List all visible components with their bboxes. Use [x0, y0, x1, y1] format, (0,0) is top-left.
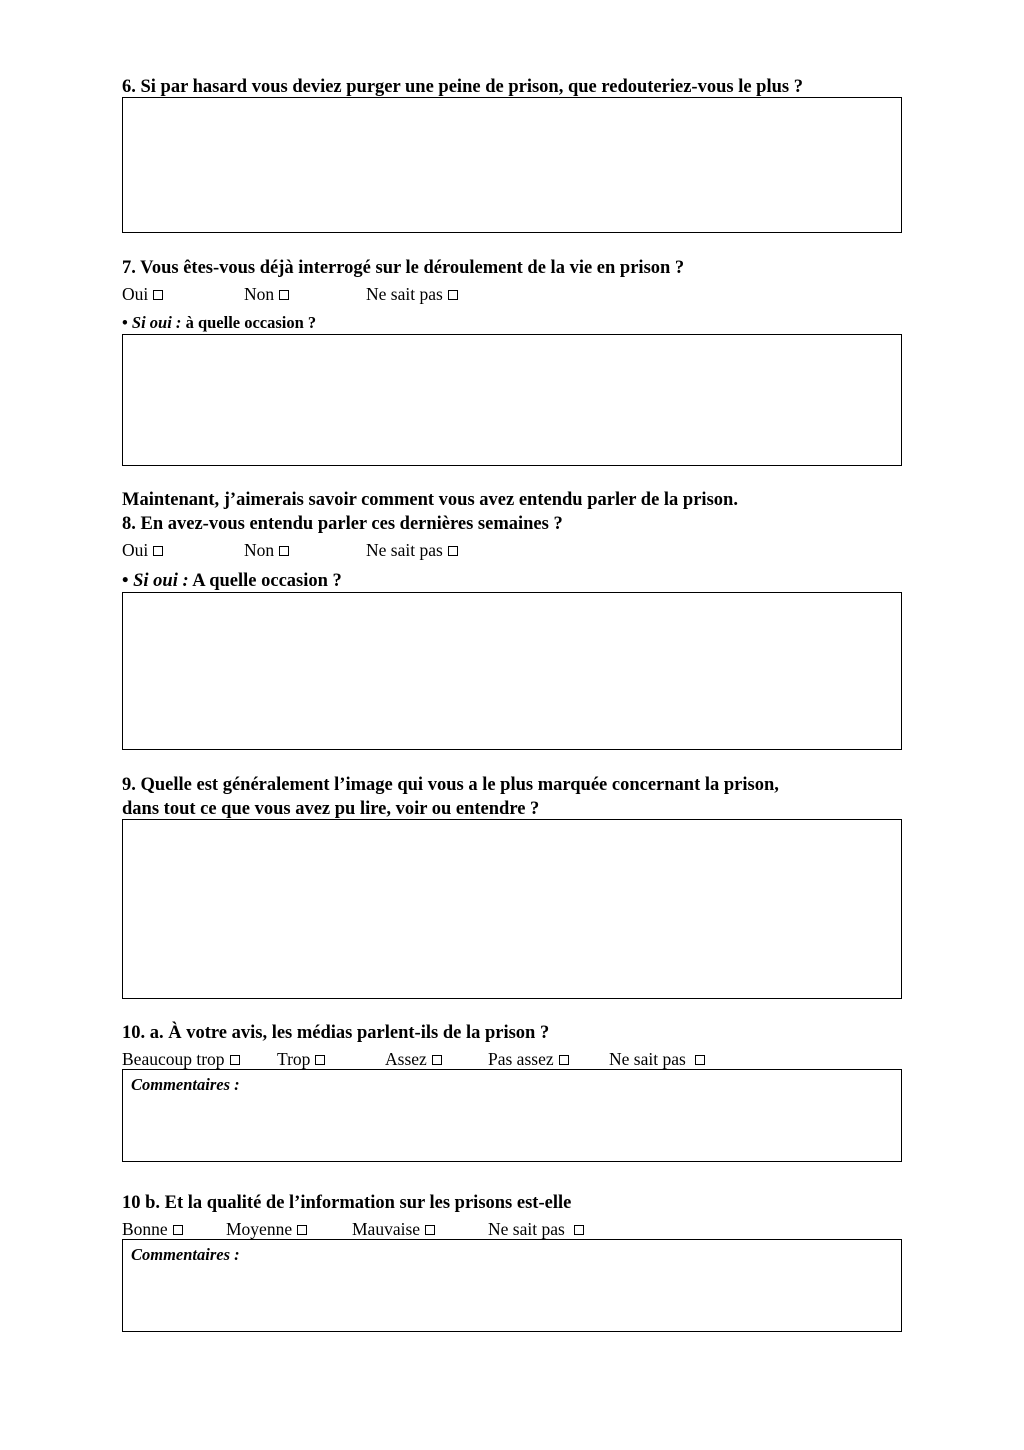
- q10a-option-trop[interactable]: Trop: [277, 1049, 325, 1069]
- q10b-comment-box[interactable]: [122, 1239, 902, 1332]
- q10a-option-beaucoup-trop[interactable]: Beaucoup trop: [122, 1049, 240, 1069]
- checkbox[interactable]: [315, 1055, 325, 1065]
- q9-title-line1: 9. Quelle est généralement l’image qui vous a le plus marquée concernant la prison,: [122, 775, 779, 795]
- checkbox[interactable]: [279, 546, 289, 556]
- q8-title: 8. En avez-vous entendu parler ces dernières semaines ?: [122, 514, 563, 534]
- q8-option-oui[interactable]: Oui: [122, 540, 163, 560]
- checkbox[interactable]: [695, 1055, 705, 1065]
- checkbox[interactable]: [230, 1055, 240, 1065]
- bullet: •: [122, 313, 128, 332]
- q8-option-non[interactable]: Non: [244, 540, 289, 560]
- q10a-comment-label: Commentaires :: [131, 1075, 240, 1094]
- checkbox[interactable]: [153, 290, 163, 300]
- q7-option-oui[interactable]: Oui: [122, 284, 163, 304]
- checkbox[interactable]: [448, 290, 458, 300]
- checkbox[interactable]: [448, 546, 458, 556]
- checkbox[interactable]: [173, 1225, 183, 1235]
- q8-option-ne-sait-pas[interactable]: Ne sait pas: [366, 540, 458, 560]
- q10b-option-mauvaise[interactable]: Mauvaise: [352, 1219, 435, 1239]
- checkbox[interactable]: [574, 1225, 584, 1235]
- q10b-option-ne-sait-pas[interactable]: Ne sait pas: [488, 1219, 584, 1239]
- q8-followup: • Si oui : A quelle occasion ?: [122, 571, 342, 591]
- checkbox[interactable]: [559, 1055, 569, 1065]
- q9-title-line2: dans tout ce que vous avez pu lire, voir ou entendre ?: [122, 799, 540, 819]
- q7-option-ne-sait-pas[interactable]: Ne sait pas: [366, 284, 458, 304]
- q7-option-non[interactable]: Non: [244, 284, 289, 304]
- checkbox[interactable]: [279, 290, 289, 300]
- checkbox[interactable]: [297, 1225, 307, 1235]
- q10b-option-moyenne[interactable]: Moyenne: [226, 1219, 307, 1239]
- q10a-option-pas-assez[interactable]: Pas assez: [488, 1049, 569, 1069]
- q9-answer-box[interactable]: [122, 819, 902, 999]
- bullet: •: [122, 571, 129, 591]
- q7-answer-box[interactable]: [122, 334, 902, 466]
- q6-answer-box[interactable]: [122, 97, 902, 233]
- q10b-option-bonne[interactable]: Bonne: [122, 1219, 183, 1239]
- q10a-option-ne-sait-pas[interactable]: Ne sait pas: [609, 1049, 705, 1069]
- checkbox[interactable]: [425, 1225, 435, 1235]
- checkbox[interactable]: [432, 1055, 442, 1065]
- q10b-comment-label: Commentaires :: [131, 1245, 240, 1264]
- q10a-title: 10. a. À votre avis, les médias parlent-ils de la prison ?: [122, 1023, 550, 1043]
- section-intro: Maintenant, j’aimerais savoir comment vous avez entendu parler de la prison.: [122, 490, 738, 510]
- q10a-comment-box[interactable]: [122, 1069, 902, 1162]
- q6-title: 6. Si par hasard vous deviez purger une peine de prison, que redouteriez-vous le plus ?: [122, 77, 803, 97]
- q8-answer-box[interactable]: [122, 592, 902, 750]
- q7-title: 7. Vous êtes-vous déjà interrogé sur le déroulement de la vie en prison ?: [122, 258, 685, 278]
- q10a-option-assez[interactable]: Assez: [385, 1049, 442, 1069]
- checkbox[interactable]: [153, 546, 163, 556]
- q10b-title: 10 b. Et la qualité de l’information sur les prisons est-elle: [122, 1193, 572, 1213]
- q7-followup: • Si oui : à quelle occasion ?: [122, 313, 317, 332]
